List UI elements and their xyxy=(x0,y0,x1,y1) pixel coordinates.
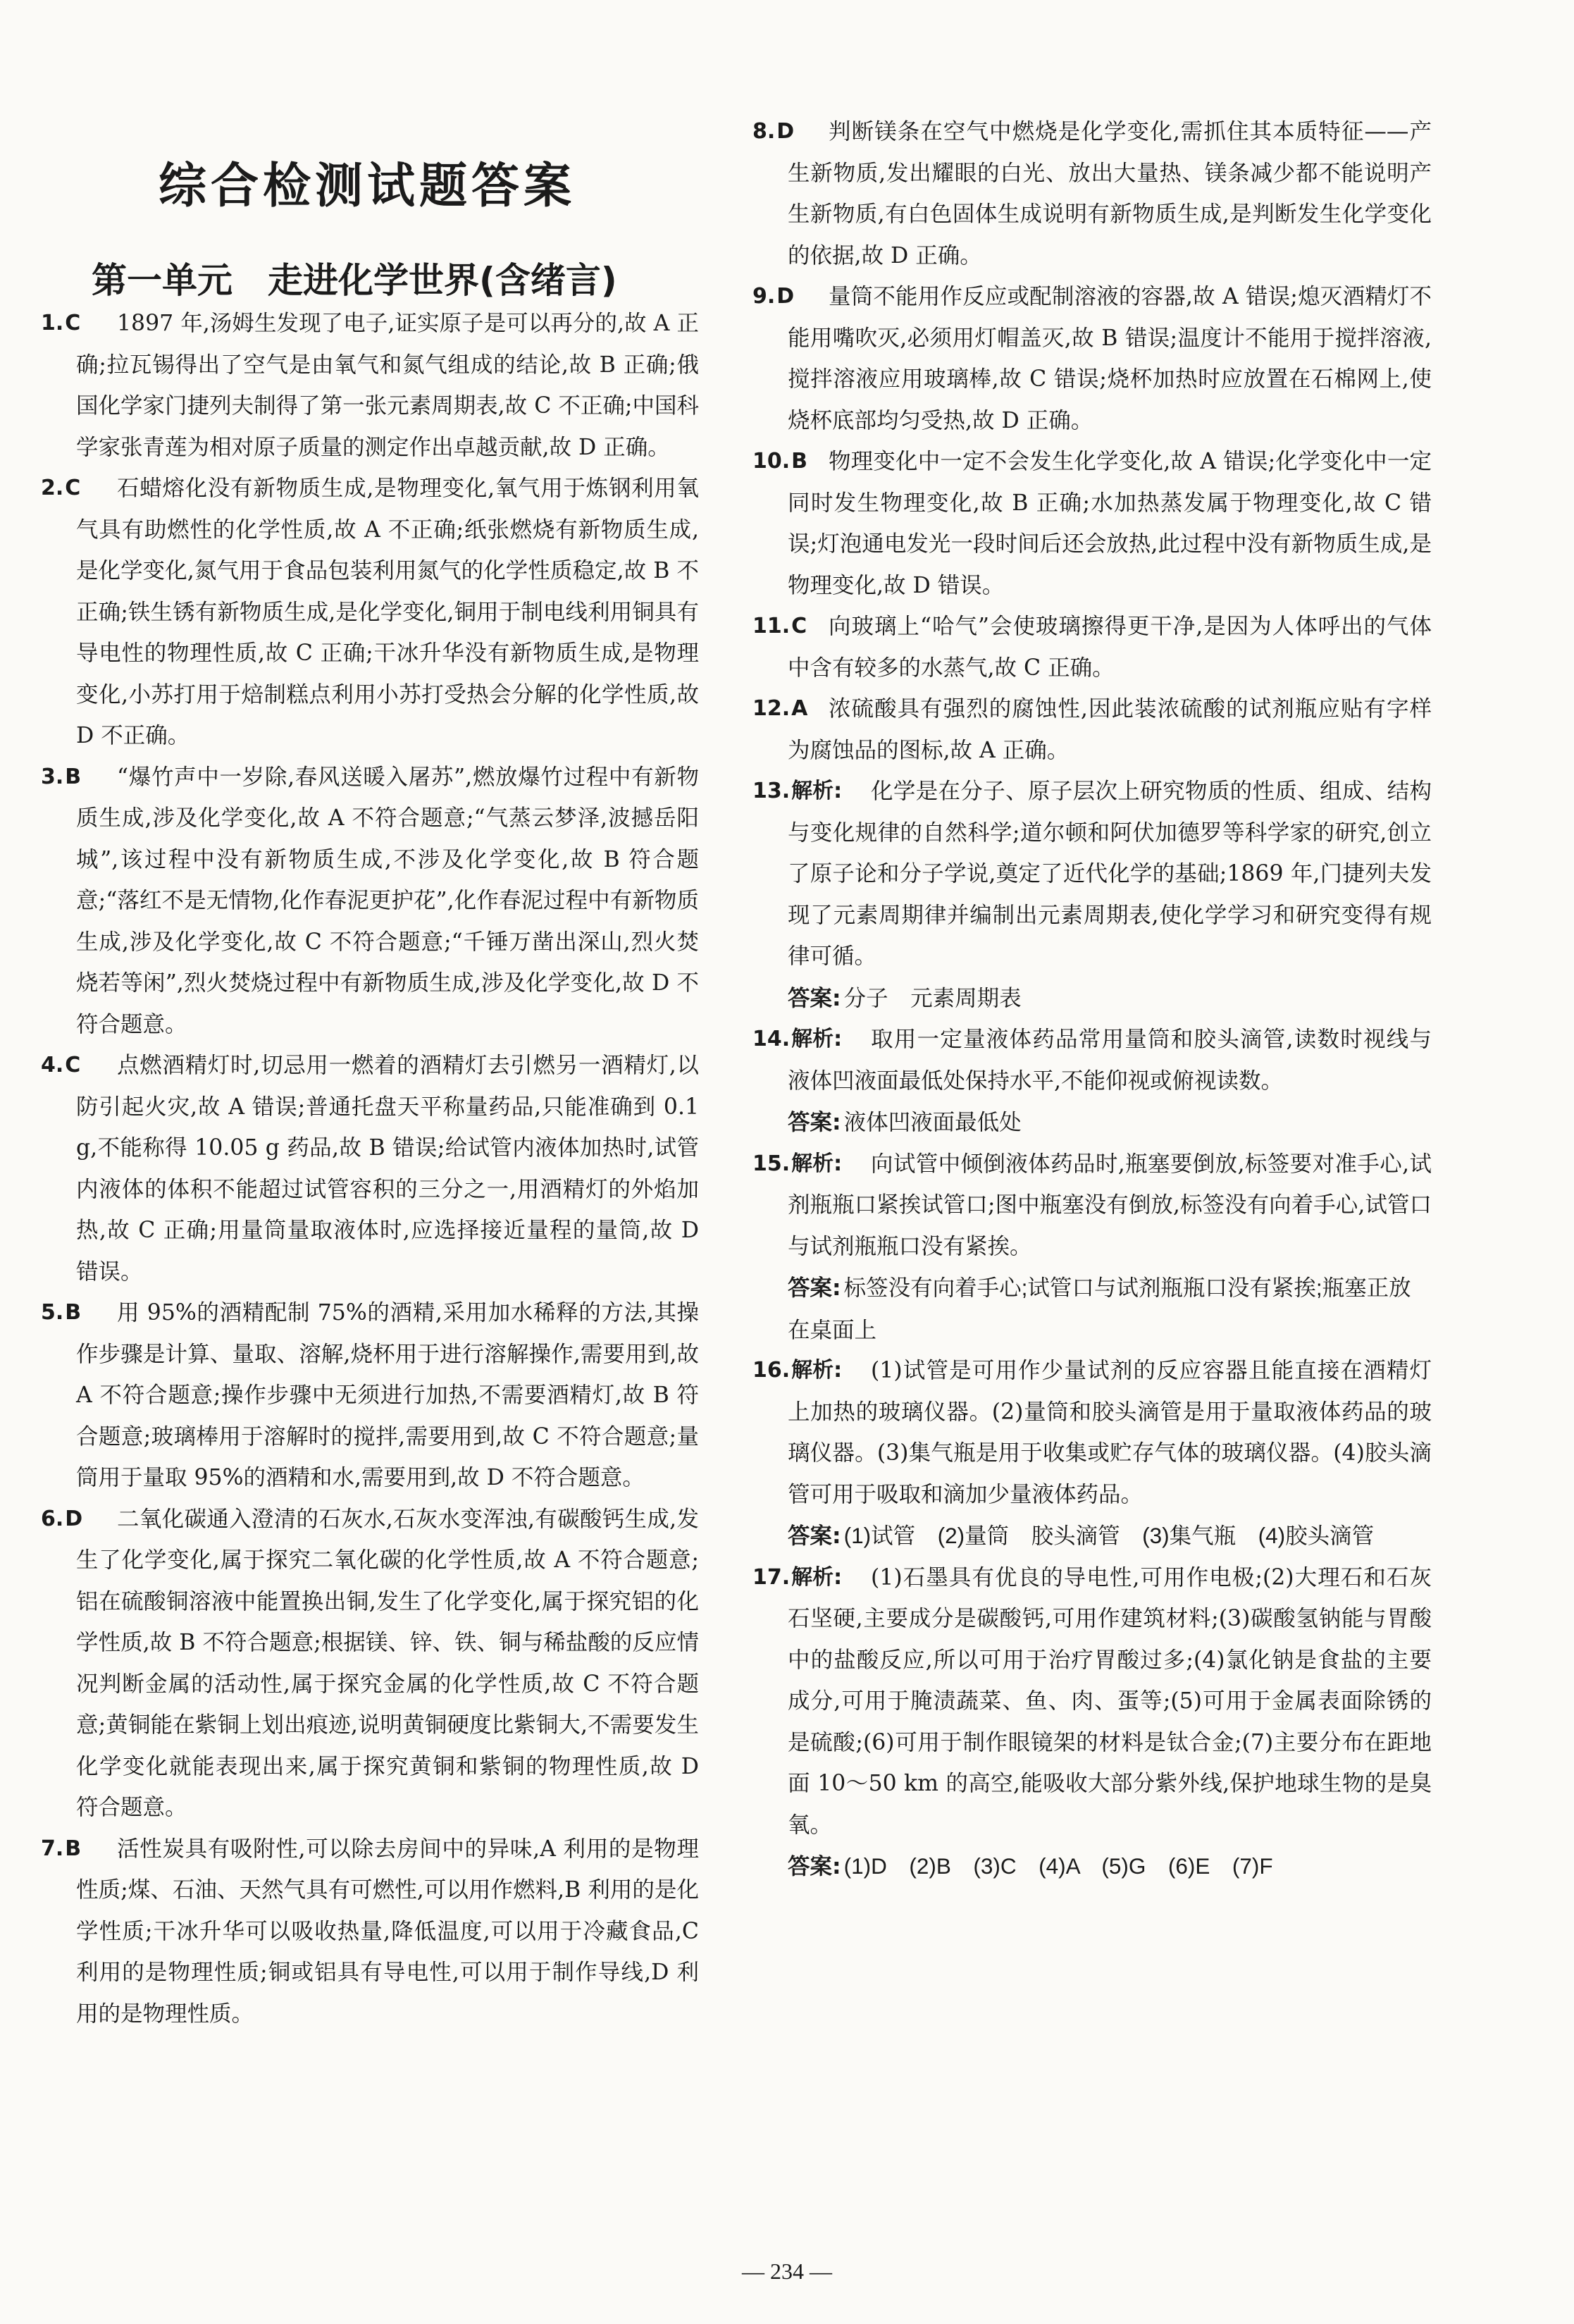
question-number: 5. xyxy=(41,1300,64,1325)
choice-answer: D xyxy=(65,1506,83,1531)
question-number: 10. xyxy=(752,449,791,474)
choice-answer: C xyxy=(65,476,81,500)
choice-answer: D xyxy=(776,284,795,309)
answer-item xyxy=(752,441,1432,606)
item-number xyxy=(41,1292,81,1334)
question-number: 13. xyxy=(752,779,791,803)
explanation-text: 物理变化中一定不会发生化学变化,故 A 错误;化学变化中一定同时发生物理变化,故 B 正确;水加热蒸发属于物理变化,故 C 错误;灯泡通电发光一段时间后还会放热,此过程中没有新物质生成,是物理变化,故 D 错误。 xyxy=(788,449,1432,598)
question-number: 14. xyxy=(752,1027,791,1051)
indent xyxy=(76,311,117,336)
unit-title: 第一单元 走进化学世界(含绪言) xyxy=(92,260,617,301)
item-number xyxy=(41,468,80,509)
question-number: 2. xyxy=(41,476,64,500)
answer-line xyxy=(762,1515,1432,1557)
answer-item xyxy=(41,1829,699,2035)
answer-label: 答案: xyxy=(788,1275,841,1301)
indent xyxy=(76,1300,117,1325)
answer-item xyxy=(41,1045,699,1292)
answer-label: 答案: xyxy=(788,1523,841,1549)
right-answer-list xyxy=(752,111,1432,1888)
question-number: 1. xyxy=(41,311,64,335)
question-number: 9. xyxy=(752,284,776,309)
item-number xyxy=(752,1557,842,1599)
choice-answer: D xyxy=(776,119,795,144)
answer-line xyxy=(762,1267,1432,1350)
question-number: 12. xyxy=(752,696,791,721)
answer-value: 液体凹液面最低处 xyxy=(843,1109,1022,1135)
item-number xyxy=(752,111,794,153)
explanation-text: 取用一定量液体药品常用量筒和胶头滴管,读数时视线与液体凹液面最低处保持水平,不能仰视或俯视读数。 xyxy=(788,1027,1432,1094)
answer-item xyxy=(41,757,699,1046)
question-number: 16. xyxy=(752,1358,791,1383)
left-answer-list xyxy=(41,303,699,2034)
choice-answer: B xyxy=(65,764,82,789)
question-number: 4. xyxy=(41,1053,64,1077)
analysis-label: 解析: xyxy=(791,1151,843,1176)
question-number: 11. xyxy=(752,614,791,638)
analysis-label: 解析: xyxy=(791,779,843,803)
explanation-text: 点燃酒精灯时,切忌用一燃着的酒精灯去引燃另一酒精灯,以防引起火灾,故 A 错误;普通托盘天平称量药品,只能准确到 0.1 g,不能称得 10.05 g 药品,故 B 错误;给试管内液体加热时,试管内液体的体积不能超过试管容积的三分之一,用酒精灯的外焰加热,故 C 正确;用量筒量取液体时,应选择接近量程的量筒,故 D 错误。 xyxy=(76,1053,699,1285)
question-number: 3. xyxy=(41,764,64,789)
answer-item xyxy=(752,1350,1432,1515)
answer-item xyxy=(41,1499,699,1829)
choice-answer: C xyxy=(65,1053,81,1077)
item-number xyxy=(752,1144,842,1185)
answer-item xyxy=(41,1292,699,1499)
choice-answer: B xyxy=(791,449,808,474)
explanation-text: 二氧化碳通入澄清的石灰水,石灰水变浑浊,有碳酸钙生成,发生了化学变化,属于探究二氧化碳的化学性质,故 A 不符合题意;铝在硫酸铜溶液中能置换出铜,发生了化学变化,属于探究铝的化学性质,故 B 不符合题意;根据镁、锌、铁、铜与稀盐酸的反应情况判断金属的活动性,属于探究金属的化学性质,故 C 不符合题意;黄铜能在紫铜上划出痕迹,说明黄铜硬度比紫铜大,不需要发生化学变化就能表现出来,属于探究黄铜和紫铜的物理性质,故 D 符合题意。 xyxy=(76,1506,699,1820)
explanation-text: 浓硫酸具有强烈的腐蚀性,因此装浓硫酸的试剂瓶应贴有字样为腐蚀品的图标,故 A 正确。 xyxy=(788,696,1432,763)
explanation-text: 量筒不能用作反应或配制溶液的容器,故 A 错误;熄灭酒精灯不能用嘴吹灭,必须用灯帽盖灭,故 B 错误;温度计不能用于搅拌溶液,搅拌溶液应用玻璃棒,故 C 错误;烧杯加热时应放置在石棉网上,使烧杯底部均匀受热,故 D 正确。 xyxy=(788,284,1432,433)
item-number xyxy=(41,1499,82,1540)
answer-item xyxy=(752,276,1432,441)
answer-item xyxy=(41,303,699,468)
answer-line xyxy=(762,977,1432,1020)
item-number xyxy=(752,606,807,648)
analysis-label: 解析: xyxy=(791,1564,843,1590)
explanation-text: 向试管中倾倒液体药品时,瓶塞要倒放,标签要对准手心,试剂瓶瓶口紧挨试管口;图中瓶塞没有倒放,标签没有向着手心,试管口与试剂瓶瓶口没有紧挨。 xyxy=(788,1151,1432,1259)
item-number xyxy=(752,688,807,730)
question-number: 8. xyxy=(752,119,776,144)
choice-answer: C xyxy=(791,614,807,638)
answer-value: 分子 元素周期表 xyxy=(843,984,1022,1010)
explanation-text: 用 95%的酒精配制 75%的酒精,采用加水稀释的方法,其操作步骤是计算、量取、溶解,烧杯用于进行溶解操作,需要用到,故 A 不符合题意;操作步骤中无须进行加热,不需要酒精灯,故 B 符合题意;玻璃棒用于溶解时的搅拌,需要用到,故 C 不符合题意;量筒用于量取 95%的酒精和水,需要用到,故 D 不符合题意。 xyxy=(76,1300,699,1490)
item-number xyxy=(752,1350,842,1392)
item-number xyxy=(41,1045,80,1087)
indent xyxy=(76,476,117,501)
explanation-text: 1897 年,汤姆生发现了电子,证实原子是可以再分的,故 A 正确;拉瓦锡得出了空气是由氧气和氮气组成的结论,故 B 正确;俄国化学家门捷列夫制得了第一张元素周期表,故 C 不正确;中国科学家张青莲为相对原子质量的测定作出卓越贡献,故 D 正确。 xyxy=(76,311,699,460)
answer-line xyxy=(762,1846,1432,1888)
answer-item xyxy=(752,606,1432,688)
answer-item xyxy=(752,1019,1432,1101)
question-number: 7. xyxy=(41,1836,64,1861)
answer-value: 标签没有向着手心;试管口与试剂瓶瓶口没有紧挨;瓶塞正放在桌面上 xyxy=(788,1275,1411,1342)
choice-answer: B xyxy=(65,1300,82,1325)
answer-value: (1)D (2)B (3)C (4)A (5)G (6)E (7)F xyxy=(843,1853,1273,1879)
answer-line xyxy=(762,1101,1432,1144)
page-number: — 234 — xyxy=(742,2258,832,2284)
explanation-text: 判断镁条在空气中燃烧是化学变化,需抓住其本质特征——产生新物质,发出耀眼的白光、放出大量热、镁条减少都不能说明产生新物质,有白色固体生成说明有新物质生成,是判断发生化学变化的依据,故 D 正确。 xyxy=(788,119,1432,268)
choice-answer: A xyxy=(791,696,808,721)
indent xyxy=(76,1053,117,1078)
question-number: 15. xyxy=(752,1151,791,1176)
answer-item xyxy=(752,688,1432,771)
item-number xyxy=(752,276,794,318)
answer-item xyxy=(752,111,1432,276)
answer-item xyxy=(752,1557,1432,1846)
analysis-label: 解析: xyxy=(791,1358,843,1383)
answer-item xyxy=(41,468,699,757)
explanation-text: (1)试管是可用作少量试剂的反应容器且能直接在酒精灯上加热的玻璃仪器。(2)量筒和胶头滴管是用于量取液体药品的玻璃仪器。(3)集气瓶是用于收集或贮存气体的玻璃仪器。(4)胶头滴管可用于吸取和滴加少量液体药品。 xyxy=(788,1358,1432,1507)
answer-label: 答案: xyxy=(788,1854,841,1879)
explanation-text: 石蜡熔化没有新物质生成,是物理变化,氧气用于炼钢利用氧气具有助燃性的化学性质,故 A 不正确;纸张燃烧有新物质生成,是化学变化,氮气用于食品包装利用氮气的化学性质稳定,故 B 不正确;铁生锈有新物质生成,是化学变化,铜用于制电线利用铜具有导电性的物理性质,故 C 正确;干冰升华没有新物质生成,是物理变化,小苏打用于焙制糕点利用小苏打受热会分解的化学性质,故 D 不正确。 xyxy=(76,476,699,748)
answer-item xyxy=(752,771,1432,977)
item-number xyxy=(752,441,807,483)
answer-value: (1)试管 (2)量筒 胶头滴管 (3)集气瓶 (4)胶头滴管 xyxy=(843,1523,1375,1548)
question-number: 6. xyxy=(41,1506,64,1531)
item-number xyxy=(41,757,81,798)
choice-answer: B xyxy=(65,1836,82,1861)
explanation-text: 活性炭具有吸附性,可以除去房间中的异味,A 利用的是物理性质;煤、石油、天然气具有可燃性,可以用作燃料,B 利用的是化学性质;干冰升华可以吸收热量,降低温度,可以用于冷藏食品,C 利用的是物理性质;铜或铝具有导电性,可以用于制作导线,D 利用的是物理性质。 xyxy=(76,1836,699,2027)
answer-label: 答案: xyxy=(788,985,841,1011)
answer-item xyxy=(752,1144,1432,1268)
indent xyxy=(76,1836,117,1862)
item-number xyxy=(752,1019,842,1061)
choice-answer: C xyxy=(65,311,81,335)
answer-label: 答案: xyxy=(788,1110,841,1135)
explanation-text: 向玻璃上“哈气”会使玻璃擦得更干净,是因为人体呼出的气体中含有较多的水蒸气,故 C 正确。 xyxy=(788,614,1432,681)
question-number: 17. xyxy=(752,1564,791,1590)
explanation-text: “爆竹声中一岁除,春风送暖入屠苏”,燃放爆竹过程中有新物质生成,涉及化学变化,故 A 不符合题意;“气蒸云梦泽,波撼岳阳城”,该过程中没有新物质生成,不涉及化学变化,故 B 符合题意;“落红不是无情物,化作春泥更护花”,化作春泥过程中有新物质生成,涉及化学变化,故 C 不符合题意;“千锤万凿出深山,烈火焚烧若等闲”,烈火焚烧过程中有新物质生成,涉及化学变化,故 D 不符合题意。 xyxy=(76,764,699,1037)
item-number xyxy=(41,1829,81,1870)
indent xyxy=(76,765,117,790)
explanation-text: (1)石墨具有优良的导电性,可用作电极;(2)大理石和石灰石坚硬,主要成分是碳酸钙,可用作建筑材料;(3)碳酸氢钠能与胃酸中的盐酸反应,所以可用于治疗胃酸过多;(4)氯化钠是食盐的主要成分,可用于腌渍蔬菜、鱼、肉、蛋等;(5)可用于金属表面除锈的是硫酸;(6)可用于制作眼镜架的材料是钛合金;(7)主要分布在距地面 10～50 km 的高空,能吸收大部分紫外线,保护地球生物的是臭氧。 xyxy=(788,1564,1432,1838)
item-number xyxy=(41,303,80,345)
page-title: 综合检测试题答案 xyxy=(159,159,576,214)
analysis-label: 解析: xyxy=(791,1027,843,1051)
explanation-text: 化学是在分子、原子层次上研究物质的性质、组成、结构与变化规律的自然科学;道尔顿和阿伏加德罗等科学家的研究,创立了原子论和分子学说,奠定了近代化学的基础;1869 年,门捷列夫发现了元素周期律并编制出元素周期表,使化学学习和研究变得有规律可循。 xyxy=(788,779,1432,969)
item-number xyxy=(752,771,842,812)
